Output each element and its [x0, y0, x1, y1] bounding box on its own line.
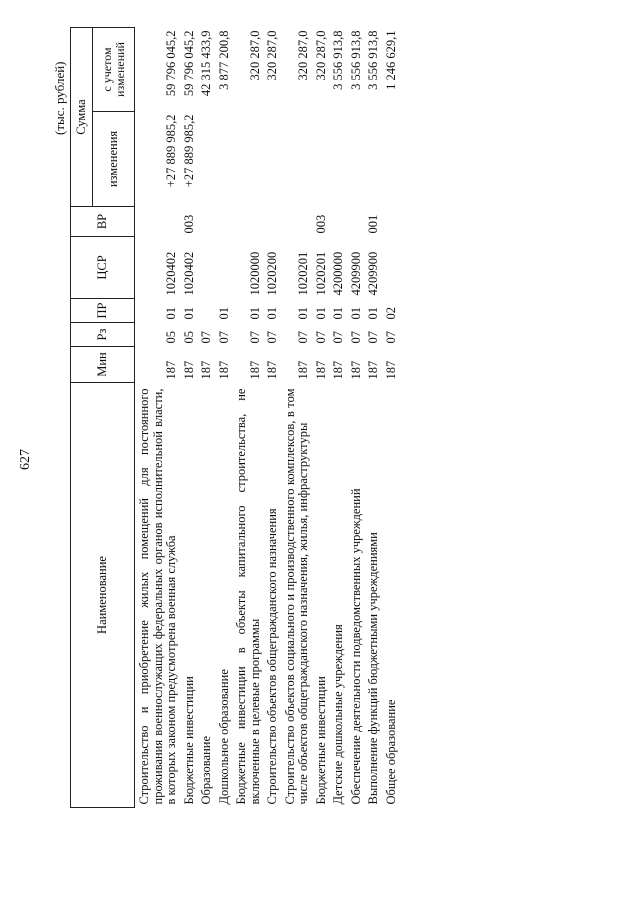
row-min: 187: [199, 360, 213, 380]
row-vr: 003: [313, 214, 328, 234]
row-rz: 07: [313, 331, 328, 344]
row-csr: [200, 237, 218, 299]
row-rz: 05: [181, 331, 196, 344]
table-row: [218, 28, 236, 808]
row-csr: 1020201: [313, 251, 328, 296]
table-row: [135, 28, 183, 808]
row-rz: 07: [366, 331, 380, 344]
row-min: 187: [247, 360, 262, 380]
row-min: 187: [348, 360, 363, 380]
header-rz: Рз: [71, 323, 135, 347]
row-csr: 4200000: [331, 251, 345, 296]
row-rz: 07: [331, 331, 345, 344]
row-pr: [200, 299, 218, 323]
row-name: Бюджетные инвестиции: [313, 676, 328, 805]
row-vr: 001: [366, 214, 380, 234]
table-row: [266, 28, 284, 808]
row-name: Строительство объектов общегражданского назначения: [265, 508, 279, 805]
row-csr: 1020000: [247, 251, 262, 296]
header-name: Наименование: [71, 383, 135, 808]
table-body: [135, 28, 403, 808]
row-min: 187: [383, 360, 398, 380]
table-row: [284, 28, 315, 808]
row-pr: 01: [265, 307, 279, 320]
row-name: Образование: [199, 735, 213, 805]
row-change: [385, 112, 403, 207]
row-csr: [218, 237, 236, 299]
row-csr: 4209900: [348, 251, 363, 296]
row-rz: 07: [348, 331, 363, 344]
page-number: 627: [18, 449, 33, 470]
row-name: Строительство и приобретение жилых помещений для постоянного проживания военнослужащих федеральных органов исполнительной власти, в которых законом предусмотрена военная служба: [137, 388, 178, 805]
row-csr: 1020402: [164, 251, 178, 296]
header-vr: ВР: [71, 207, 135, 237]
table-row: [235, 28, 266, 808]
row-pr: 01: [216, 307, 231, 320]
row-change: [200, 112, 218, 207]
row-total: 3 556 913,8: [331, 30, 345, 90]
row-pr: 01: [296, 307, 310, 320]
row-change: [315, 112, 333, 207]
row-pr: 01: [366, 307, 380, 320]
row-pr: 01: [348, 307, 363, 320]
table-row: [332, 28, 350, 808]
row-vr: [385, 207, 403, 237]
row-total: 3 877 200,8: [216, 30, 231, 90]
row-rz: 07: [199, 331, 213, 344]
row-pr: 02: [383, 307, 398, 320]
row-rz: 07: [383, 331, 398, 344]
row-name: Бюджетные инвестиции в объекты капитального строительства, не включенные в целевые программы: [234, 388, 262, 805]
row-pr: 01: [331, 307, 345, 320]
row-name: Общее образование: [383, 699, 398, 805]
row-min: 187: [296, 360, 310, 380]
row-min: 187: [181, 360, 196, 380]
row-vr: [235, 207, 266, 237]
row-change: +27 889 985,2: [164, 114, 178, 188]
table-row: [200, 28, 218, 808]
header-sum: Сумма: [71, 28, 93, 207]
row-change: [218, 112, 236, 207]
row-pr: 01: [164, 307, 178, 320]
table-header: [71, 28, 135, 808]
row-vr: [284, 207, 315, 237]
table-row: [315, 28, 333, 808]
row-csr: [385, 237, 403, 299]
row-total: 59 796 045,2: [164, 30, 178, 97]
row-min: 187: [265, 360, 279, 380]
row-total: 320 287,0: [265, 30, 279, 81]
header-pr: ПР: [71, 299, 135, 323]
row-change: [367, 112, 385, 207]
row-csr: 1020201: [296, 251, 310, 296]
row-total: 59 796 045,2: [181, 30, 196, 97]
header-min: Мин: [71, 347, 135, 383]
row-change: [266, 112, 284, 207]
row-vr: [332, 207, 350, 237]
row-min: 187: [216, 360, 231, 380]
row-vr: [200, 207, 218, 237]
row-name: Строительство объектов социального и производственного комплексов, в том числе объектов общегражданского назначения, жилья, инфраструктуры: [282, 388, 310, 805]
row-total: 320 287,0: [296, 30, 310, 81]
row-vr: [266, 207, 284, 237]
row-change: [284, 112, 315, 207]
row-min: 187: [313, 360, 328, 380]
row-total: 320 287,0: [247, 30, 262, 81]
row-rz: 05: [164, 331, 178, 344]
row-vr: [218, 207, 236, 237]
header-with-change: с учетом изменений: [93, 28, 135, 112]
row-total: 3 556 913,8: [366, 30, 380, 90]
row-name: Бюджетные инвестиции: [181, 676, 196, 805]
row-pr: 01: [247, 307, 262, 320]
row-name: Дошкольное образование: [216, 669, 231, 805]
row-csr: 4209900: [366, 251, 380, 296]
row-change: +27 889 985,2: [181, 114, 196, 188]
row-change: [350, 112, 368, 207]
row-change: [235, 112, 266, 207]
row-total: 3 556 913,8: [348, 30, 363, 90]
row-rz: 07: [265, 331, 279, 344]
row-pr: 01: [181, 307, 196, 320]
row-min: 187: [164, 360, 178, 380]
row-total: 320 287,0: [313, 30, 328, 81]
header-change: изменения: [93, 112, 135, 207]
header-csr: ЦСР: [71, 237, 135, 299]
row-min: 187: [331, 360, 345, 380]
row-name: Детские дошкольные учреждения: [331, 624, 345, 805]
row-rz: 07: [216, 331, 231, 344]
table-row: [183, 28, 201, 808]
row-csr: 1020402: [181, 251, 196, 296]
table-row: [350, 28, 368, 808]
row-rz: 07: [296, 331, 310, 344]
row-vr: [350, 207, 368, 237]
row-csr: 1020200: [265, 251, 279, 296]
row-name: Обеспечение деятельности подведомственных учреждений: [348, 488, 363, 805]
row-min: 187: [366, 360, 380, 380]
budget-table: [70, 27, 402, 808]
row-vr: 003: [181, 214, 196, 234]
row-rz: 07: [247, 331, 262, 344]
row-pr: 01: [313, 307, 328, 320]
row-change: [332, 112, 350, 207]
table-row: [367, 28, 385, 808]
row-total: 1 246 629,1: [383, 30, 398, 90]
row-total: 42 315 433,9: [199, 30, 213, 97]
row-name: Выполнение функций бюджетными учреждениями: [366, 532, 380, 805]
row-vr: [135, 207, 183, 237]
units-label: (тыс. рублей): [52, 61, 67, 135]
table-row: [385, 28, 403, 808]
